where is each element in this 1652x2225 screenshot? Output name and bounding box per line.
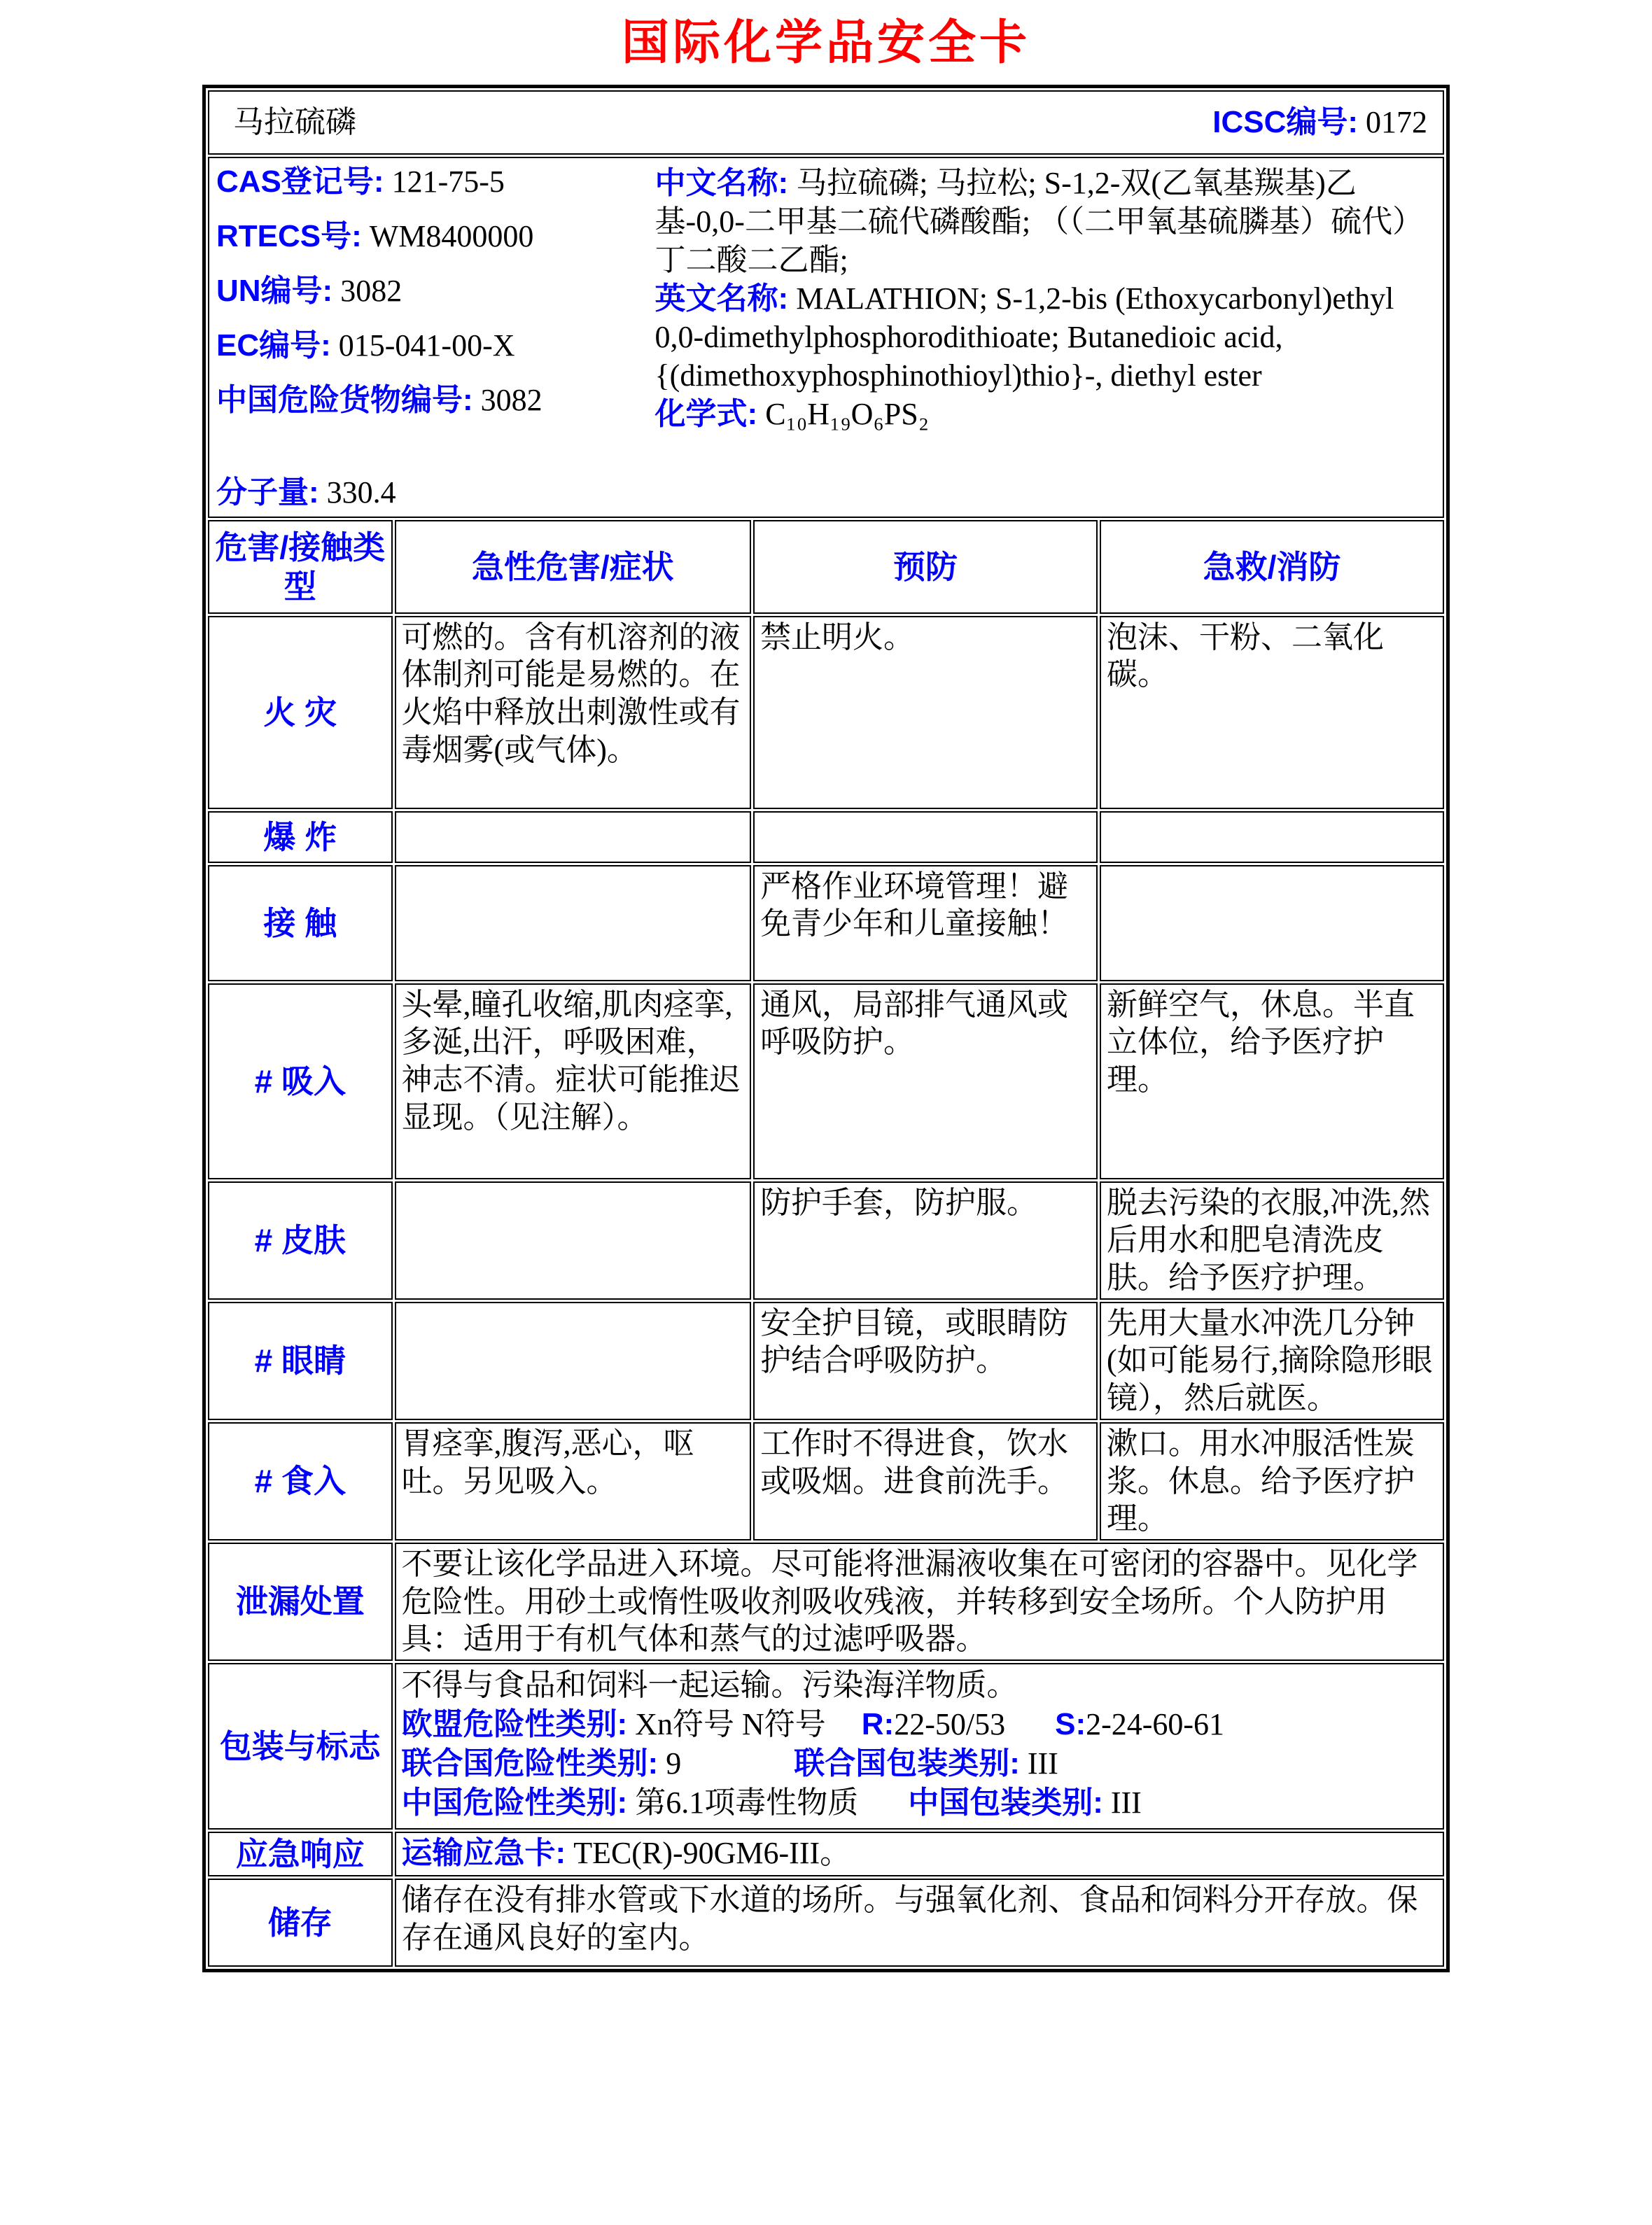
exposure-row-label: 接 触: [208, 865, 393, 981]
substance-name: 马拉硫磷: [233, 104, 356, 139]
cn-class-label: 中国危险性类别:: [401, 1785, 628, 1820]
substance-header-row: [208, 90, 1444, 155]
inhalation-symptoms-cell: 头晕,瞳孔收缩,肌肉痉挛,多涎,出汗，呼吸困难，神志不清。症状可能推迟显现。（见注解）。: [395, 983, 752, 1179]
ingestion-row-label: # 食入: [208, 1422, 393, 1540]
chinese-name-value: 马拉硫磷; 马拉松; S-1,2-双(乙氧基羰基)乙基-0,0-二甲基二硫代磷酸酯; （（二甲氧基硫膦基）硫代）丁二酸二乙酯;: [654, 165, 1424, 277]
un-pack-value: III: [1027, 1746, 1058, 1781]
exposure-prevention-cell: 严格作业环境管理！避免青少年和儿童接触！: [753, 865, 1098, 981]
chemical-formula-value: C₁₀H₁₉O₆PS₂: [765, 396, 930, 431]
identification-row: [208, 157, 1444, 518]
china-dangerous-goods-number-label: 中国危险货物编号:: [216, 382, 473, 417]
eyes-symptoms-cell: [395, 1302, 752, 1420]
cas-number-field: [216, 164, 648, 200]
english-name-paragraph: [655, 279, 1437, 395]
transport-note-line: 不得与食品和饲料一起运输。污染海洋物质。: [401, 1667, 1018, 1702]
un-number-field: [216, 273, 648, 309]
un-class-value: 9: [666, 1746, 682, 1781]
chemical-formula-label: 化学式:: [654, 396, 758, 431]
ingestion-prevention-cell: 工作时不得进食，饮水或吸烟。进食前洗手。: [753, 1422, 1098, 1540]
chinese-name-paragraph: [655, 164, 1437, 279]
english-name-label: 英文名称:: [654, 281, 789, 316]
cn-pack-label: 中国包装类别:: [908, 1785, 1103, 1820]
page-title: 国际化学品安全卡: [621, 16, 1030, 69]
ingestion-symptoms-cell: 胃痉挛,腹泻,恶心，呕吐。另见吸入。: [395, 1422, 752, 1540]
rtecs-number-value: WM8400000: [369, 218, 534, 253]
first-aid-column-header: 急救/消防: [1100, 520, 1444, 614]
transport-emergency-card-label: 运输应急卡:: [401, 1835, 566, 1870]
hazard-type-column-header: 危害/接触类型: [208, 520, 393, 614]
storage-row-label: 储存: [208, 1879, 393, 1967]
skin-symptoms-cell: [395, 1181, 752, 1300]
prevention-column-header: 预防: [753, 520, 1098, 614]
emergency-response-row: [208, 1832, 1444, 1876]
fire-symptoms-cell: 可燃的。含有机溶剂的液体制剂可能是易燃的。在火焰中释放出刺激性或有毒烟雾(或气体)。: [395, 616, 752, 809]
explosion-prevention-cell: [753, 811, 1098, 863]
cn-pack-value: III: [1110, 1785, 1142, 1820]
hazard-row-fire: [208, 616, 1444, 809]
hazard-row-ingestion: [208, 1422, 1444, 1540]
ec-number-value: 015-041-00-X: [338, 328, 515, 363]
rtecs-number-field: [216, 218, 648, 255]
explosion-row-label: 爆 炸: [208, 811, 393, 863]
china-dangerous-goods-number-value: 3082: [480, 382, 542, 417]
packaging-labeling-row-label: 包装与标志: [208, 1663, 393, 1830]
ec-number-field: [216, 328, 648, 364]
eyes-row-label: # 眼睛: [208, 1302, 393, 1420]
spill-disposal-row: [208, 1543, 1444, 1661]
inhalation-first-aid-cell: 新鲜空气，休息。半直立体位，给予医疗护理。: [1100, 983, 1444, 1179]
icsc-number-label: ICSC编号:: [1212, 104, 1358, 139]
chemical-formula-paragraph: [655, 395, 1437, 433]
un-class-label: 联合国危险性类别:: [401, 1746, 659, 1781]
english-name-value: MALATHION; S-1,2-bis (Ethoxycarbonyl)ethyl 0,0-dimethylphosphorodithioate; Butanedioic acid, {(dimethoxyphosphinothioyl)thio}-, diethyl ester: [654, 281, 1394, 393]
identification-left-column: [215, 160, 655, 515]
hazard-row-explosion: [208, 811, 1444, 863]
fire-row-label: 火 灾: [208, 616, 393, 809]
emergency-response-row-label: 应急响应: [208, 1832, 393, 1876]
transport-emergency-card-value: TEC(R)-90GM6-III。: [573, 1835, 851, 1870]
r-phrases-label: R:: [861, 1706, 895, 1741]
cn-classification-line: [402, 1783, 1437, 1823]
skin-prevention-cell: 防护手套，防护服。: [753, 1181, 1098, 1300]
storage-row: [208, 1879, 1444, 1967]
storage-text-cell: 储存在没有排水管或下水道的场所。与强氧化剂、食品和饲料分开存放。保存在通风良好的室内。: [395, 1879, 1444, 1967]
ingestion-first-aid-cell: 漱口。用水冲服活性炭浆。休息。给予医疗护理。: [1100, 1422, 1444, 1540]
fire-prevention-cell: 禁止明火。: [753, 616, 1098, 809]
spill-disposal-row-label: 泄漏处置: [208, 1543, 393, 1661]
exposure-first-aid-cell: [1100, 865, 1444, 981]
s-phrases-label: S:: [1055, 1706, 1086, 1741]
eyes-first-aid-cell: 先用大量水冲洗几分钟(如可能易行,摘除隐形眼镜），然后就医。: [1100, 1302, 1444, 1420]
explosion-symptoms-cell: [395, 811, 752, 863]
cn-class-value: 第6.1项毒性物质: [635, 1785, 859, 1820]
spill-disposal-text-cell: 不要让该化学品进入环境。尽可能将泄漏液收集在可密闭的容器中。见化学危险性。用砂土或惰性吸收剂吸收残液，并转移到安全场所。个人防护用具：适用于有机气体和蒸气的过滤呼吸器。: [395, 1543, 1444, 1661]
safety-card-table: [202, 85, 1450, 1972]
cas-number-value: 121-75-5: [391, 164, 505, 199]
molecular-weight-value: 330.4: [326, 475, 396, 510]
eyes-prevention-cell: 安全护目镜，或眼睛防护结合呼吸防护。: [753, 1302, 1098, 1420]
hazard-row-eyes: [208, 1302, 1444, 1420]
inhalation-row-label: # 吸入: [208, 983, 393, 1179]
hazard-row-exposure: [208, 865, 1444, 981]
hazard-row-inhalation: [208, 983, 1444, 1179]
r-phrases-value: 22-50/53: [894, 1706, 1006, 1741]
rtecs-number-label: RTECS号:: [216, 218, 362, 253]
identification-right-column: [655, 160, 1437, 515]
chinese-name-label: 中文名称:: [654, 165, 789, 200]
hazard-header-row: [208, 520, 1444, 614]
explosion-first-aid-cell: [1100, 811, 1444, 863]
inhalation-prevention-cell: 通风，局部排气通风或呼吸防护。: [753, 983, 1098, 1179]
un-classification-line: [402, 1744, 1437, 1783]
emergency-response-content-cell: [395, 1832, 1444, 1876]
icsc-number-value: 0172: [1366, 104, 1427, 139]
skin-first-aid-cell: 脱去污染的衣服,冲洗,然后用水和肥皂清洗皮肤。给予医疗护理。: [1100, 1181, 1444, 1300]
packaging-labeling-content-cell: [395, 1663, 1444, 1830]
molecular-weight-label: 分子量:: [216, 475, 319, 510]
exposure-symptoms-cell: [395, 865, 752, 981]
ec-number-label: EC编号:: [216, 328, 331, 363]
un-number-value: 3082: [340, 273, 402, 308]
cas-number-label: CAS登记号:: [216, 164, 384, 199]
eu-class-value: Xn符号 N符号: [635, 1706, 826, 1741]
hazard-row-skin: [208, 1181, 1444, 1300]
fire-first-aid-cell: 泡沫、干粉、二氧化碳。: [1100, 616, 1444, 809]
eu-class-label: 欧盟危险性类别:: [401, 1706, 628, 1741]
un-pack-label: 联合国包装类别:: [794, 1746, 1020, 1781]
packaging-labeling-row: [208, 1663, 1444, 1830]
icsc-number-group: [1212, 104, 1427, 141]
identification-cell: [208, 157, 1444, 518]
skin-row-label: # 皮肤: [208, 1181, 393, 1300]
un-number-label: UN编号:: [216, 273, 333, 308]
acute-hazards-column-header: 急性危害/症状: [395, 520, 752, 614]
substance-header-cell: [208, 90, 1444, 155]
eu-classification-line: [402, 1705, 1437, 1744]
s-phrases-value: 2-24-60-61: [1086, 1706, 1225, 1741]
molecular-weight-field: [216, 475, 648, 511]
china-dangerous-goods-number-field: [216, 382, 648, 419]
